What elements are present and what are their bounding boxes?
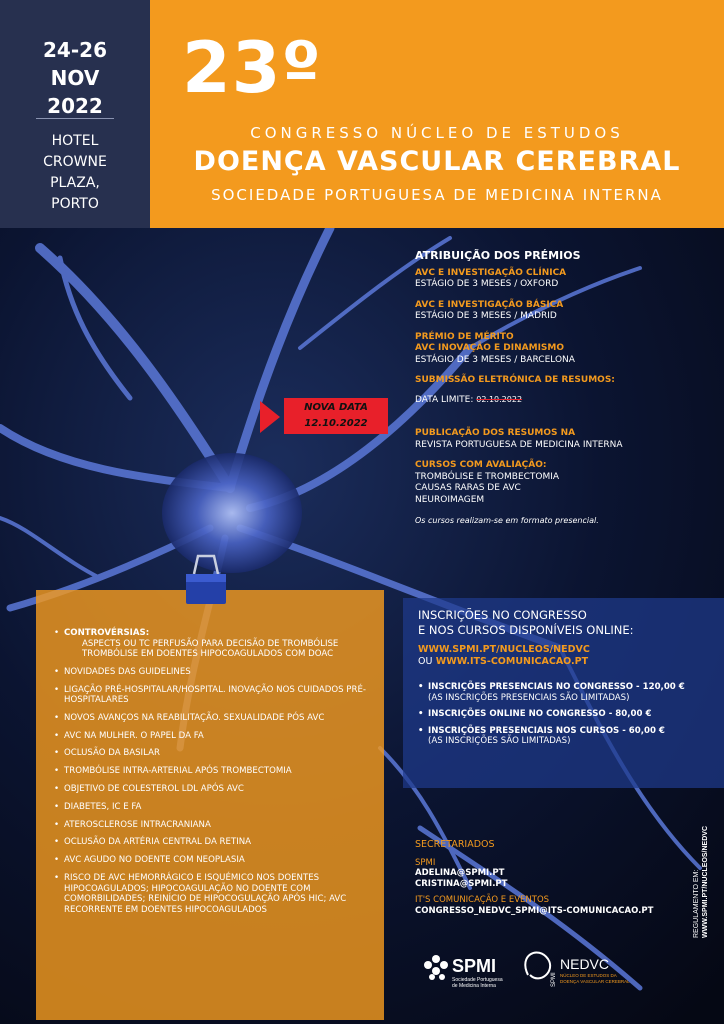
nedvc-prefix: SPMI [551, 972, 557, 987]
event-date-venue-panel [0, 0, 150, 228]
courses-note: Os cursos realizam-se em formato presencial. [415, 516, 599, 525]
secretariat-section [415, 840, 685, 916]
title-society: SOCIEDADE PORTUGUESA DE MEDICINA INTERNA [211, 186, 663, 204]
submission-title: SUBMISSÃO ELETRÓNICA DE RESUMOS: [415, 375, 615, 385]
fee-text: INSCRIÇÕES ONLINE NO CONGRESSO - 80,00 € [428, 709, 652, 719]
secretariat-heading: SECRETARIADOS [415, 839, 495, 850]
divider [36, 118, 114, 119]
topics-list [36, 590, 384, 915]
url-or: OU [418, 656, 433, 667]
list-item: • OCLUSÃO DA ARTÉRIA CENTRAL DA RETINA [54, 837, 372, 848]
prizes-section [415, 250, 715, 527]
nedvc-logo-sub: DOENÇA VASCULAR CEREBRAL [560, 979, 630, 984]
list-item: • TROMBÓLISE INTRA-ARTERIAL APÓS TROMBECTOMIA [54, 766, 372, 777]
new-date-label: NOVA DATA [304, 402, 368, 413]
title-line-1: CONGRESSO NÚCLEO DE ESTUDOS [250, 124, 624, 142]
publication-desc: REVISTA PORTUGUESA DE MEDICINA INTERNA [415, 439, 623, 450]
edition-number: 23º [182, 27, 322, 109]
list-item [54, 628, 372, 660]
date-days: 24-26 [43, 38, 107, 62]
list-item: • RISCO DE AVC HEMORRÁGICO E ISQUÉMICO NOS DOENTES HIPOCOAGULADOS; HIPOCOAGULAÇÃO NO DOENTE COM COMORBILIDADES; REINÍCIO DE HIPOCOGULAÇÃO APÓS HIC; AVC RECORRENTE EM DOENTES HIPOCOAGULADOS [54, 873, 372, 915]
topic-subitem: TROMBÓLISE EM DOENTES HIPOCOAGULADOS COM DOAC [82, 649, 334, 659]
event-dates [0, 36, 150, 120]
deadline-old-date: 02.10.2022 [476, 394, 523, 404]
fee-text: INSCRIÇÕES PRESENCIAIS NOS CURSOS - 60,00 € [428, 725, 665, 736]
date-year: 2022 [47, 94, 103, 118]
venue-line: PORTO [51, 196, 99, 212]
prize-2-desc: ESTÁGIO DE 3 MESES / MADRID [415, 311, 557, 321]
registration-url-link[interactable]: WWW.ITS-COMUNICACAO.PT [435, 656, 589, 667]
list-item: • OBJETIVO DE COLESTEROL LDL APÓS AVC [54, 784, 372, 795]
list-item [418, 682, 718, 703]
new-date-box [284, 398, 388, 434]
email-link[interactable]: CRISTINA@SPMI.PT [415, 878, 508, 889]
spmi-logo-sub: de Medicina Interna [452, 983, 496, 989]
regulation-label: REGULAMENTO EM: [693, 869, 700, 938]
list-item: • AVC AGUDO NO DOENTE COM NEOPLASIA [54, 855, 372, 866]
publication-title: PUBLICAÇÃO DOS RESUMOS NA [415, 428, 576, 438]
spmi-logo-text: SPMI [452, 956, 497, 976]
list-item: • DIABETES, IC E FA [54, 802, 372, 813]
secretariat-spmi: SPMI [415, 857, 436, 868]
prize-3-subtitle: AVC INOVAÇÃO E DINAMISMO [415, 343, 565, 353]
regulation-vertical-text [690, 790, 710, 940]
course-item: CAUSAS RARAS DE AVC [415, 483, 521, 493]
nedvc-logo [525, 952, 630, 987]
course-item: NEUROIMAGEM [415, 494, 485, 505]
title-panel [150, 0, 724, 228]
logos [418, 945, 708, 995]
secretariat-its: IT'S COMUNICAÇÃO E EVENTOS [415, 895, 550, 905]
fees-list [418, 682, 718, 753]
list-item [418, 726, 718, 747]
regulation-url[interactable]: WWW.SPMI.PT/NUCLEOS/NEDVC [702, 826, 709, 938]
neuron-body [162, 453, 302, 573]
registration-url-link[interactable]: WWW.SPMI.PT/NUCLEOS/NEDVC [418, 644, 590, 655]
list-item: • AVC NA MULHER. O PAPEL DA FA [54, 731, 372, 742]
spmi-logo-sub: Sociedade Portuguesa [452, 977, 503, 983]
new-date-badge [260, 398, 390, 436]
deadline [415, 394, 715, 407]
play-arrow-icon [260, 401, 280, 433]
topics-panel [36, 590, 384, 1020]
topic-text: CONTROVÉRSIAS: [64, 628, 150, 638]
course-item: TROMBÓLISE E TROMBECTOMIA [415, 471, 560, 482]
prize-3-title: PRÉMIO DE MÉRITO [415, 331, 514, 342]
deadline-label: DATA LIMITE: [415, 394, 474, 405]
courses-title: CURSOS COM AVALIAÇÃO: [415, 460, 547, 470]
list-item [418, 709, 718, 720]
prize-1-desc: ESTÁGIO DE 3 MESES / OXFORD [415, 279, 559, 289]
new-date-value: 12.10.2022 [304, 418, 368, 429]
list-item: • NOVIDADES DAS GUIDELINES [54, 667, 372, 678]
email-link[interactable]: CONGRESSO_NEDVC_SPMI@ITS-COMUNICACAO.PT [415, 905, 654, 916]
topic-subitem: ASPECTS OU TC PERFUSÃO PARA DECISÃO DE TROMBÓLISE [82, 638, 339, 649]
venue-line: CROWNE [43, 154, 107, 170]
prizes-heading: ATRIBUIÇÃO DOS PRÉMIOS [415, 249, 581, 262]
title-main: DOENÇA VASCULAR CEREBRAL [193, 146, 681, 177]
binder-clip-icon [184, 552, 228, 608]
prize-3-desc: ESTÁGIO DE 3 MESES / BARCELONA [415, 354, 575, 365]
prize-1-title: AVC E INVESTIGAÇÃO CLÍNICA [415, 267, 567, 278]
date-month: NOV [50, 66, 100, 90]
list-item: • ATEROSCLEROSE INTRACRANIANA [54, 820, 372, 831]
registration-heading-line: E NOS CURSOS DISPONÍVEIS ONLINE: [418, 623, 634, 637]
prize-2-title: AVC E INVESTIGAÇÃO BÁSICA [415, 299, 564, 310]
list-item: • OCLUSÃO DA BASILAR [54, 748, 372, 759]
registration-panel [403, 598, 724, 788]
fee-note: (AS INSCRIÇÕES PRESENCIAIS SÃO LIMITADAS) [428, 692, 630, 703]
venue [0, 131, 150, 215]
email-link[interactable]: ADELINA@SPMI.PT [415, 868, 505, 878]
nedvc-logo-sub: NÚCLEO DE ESTUDOS DA [560, 973, 617, 978]
nedvc-logo-text: NEDVC [560, 956, 610, 972]
venue-line: PLAZA, [50, 175, 100, 191]
list-item: • LIGAÇÃO PRÉ-HOSPITALAR/HOSPITAL. INOVAÇÃO NOS CUIDADOS PRÉ-HOSPITALARES [54, 685, 372, 706]
spmi-logo [424, 955, 503, 989]
fee-text: INSCRIÇÕES PRESENCIAIS NO CONGRESSO - 120,00 € [428, 682, 685, 692]
fee-note: (AS INSCRIÇÕES SÃO LIMITADAS) [428, 736, 571, 746]
registration-heading [418, 608, 718, 638]
registration-heading-line: INSCRIÇÕES NO CONGRESSO [418, 608, 587, 622]
registration-urls [418, 644, 590, 668]
venue-line: HOTEL [51, 133, 99, 149]
list-item: • NOVOS AVANÇOS NA REABILITAÇÃO. SEXUALIDADE PÓS AVC [54, 713, 372, 724]
